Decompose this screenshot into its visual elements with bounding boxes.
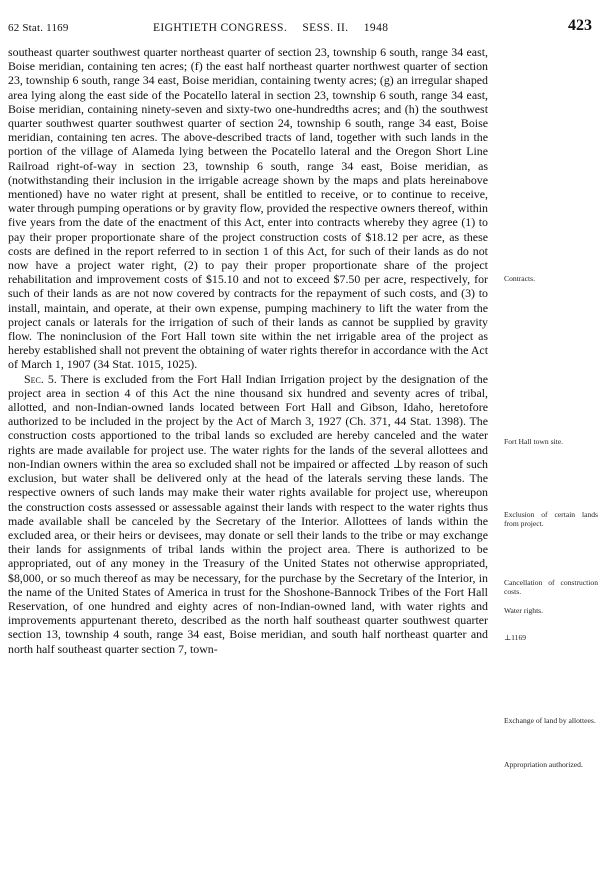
page-number: 423 (568, 17, 592, 34)
session-label: SESS. II. (302, 22, 349, 34)
margin-note-water-rights: Water rights. (504, 606, 544, 615)
congress-label: EIGHTIETH CONGRESS. (153, 22, 288, 34)
section-5-text: There is excluded from the Fort Hall Indian Irrigation project by the designation of the project area in section 4 of this Act the nine thousand six hundred and seventy acres of tribal, allotted, and non-Indian-owned lands located between Fort Hall and Gibson, Idaho, heretofore authorized to be included in the project by the Act of March 3, 1927 (Ch. 371, 44 Stat. 1398). The construction costs apportioned to the tribal lands so excluded are hereby canceled and the water rights are made available for project use. The water rights for the lands of the several allottees and non-Indian owners within the area so excluded shall not be impaired or affected ⊥by reason of such exclusion, but water shall be delivered only at the head of the laterals serving these lands. The respective owners of such lands may make their water rights available for project use, whereupon the construction costs assessed or assessable against their lands with respect to the water rights thus made available shall be canceled by the Secretary of the Interior. Allottees of lands within the excluded area, or their heirs or devisees, may donate or sell their lands to the tribe or may exchange their lands for assignments of tribal lands within the project area. There is authorized to be appropriated, out of any money in the Treasury of the United States not otherwise appropriated, $8,000, or so much thereof as may be necessary, for the purchase by the Secretary of the Interior, in the name of the United States of America in trust for the Shoshone-Bannock Tribes of the Fort Hall Reservation, of one hundred and eighty acres of non-Indian-owned land, with water rights and improvements appurtenant thereto, described as the north half southeast quarter southwest quarter section 13, township 4 south, range 34 east, Boise meridian, and south half northeast quarter and north half southeast quarter section 7, town- (8, 371, 488, 656)
margin-note-exchange: Exchange of land by allottees. (504, 716, 596, 725)
stat-reference: 62 Stat. 1169 (8, 22, 69, 34)
margin-note-cancellation: Cancellation of construction costs. (504, 578, 598, 596)
body-paragraph: southeast quarter southwest quarter northeast quarter of section 23, township 6 south, range 34 east, Boise meridian, containing ten acres; (f) the east half northeast quarter northwest quarter of section 23, township 6 south, range 34 east, Boise meridian, containing twenty acres; (g) an irregular shaped area lying along the east side of the Pocatello lateral in section 23, township 6 south, range 34 east, Boise meridian, containing ninety-seven and sixty-two one-hundredths acres; and (h) the southwest quarter southwest quarter southwest quarter of section 24, township 6 south, range 34 east, Boise meridian, containing ten acres. The above-described tracts of land, together with such lands in the portion of the village of Alameda lying between the Pocatello lateral and the Oregon Short Line Railroad right-of-way in section 23, township 6 south, range 34 east, Boise meridian, as (notwithstanding their inclusion in the irrigable acreage shown by the maps and plats hereinabove mentioned) have no water right at present, shall be entitled to receive, or to continue to receive, water through pumping operations or by gravity flow, provided the respective owners thereof, within five years from the date of the enactment of this Act, enter into contracts whereby they agree (1) to pay their proper proportionate share of the project construction costs of $18.12 per acre, as these costs are defined in the report referred to in section 1 of this Act, for such of their lands as do not now have a project water right, (2) to pay their proper proportionate share of the project rehabilitation and improvement costs of $15.10 and not to exceed $7.50 per acre, respectively, for such of their lands as are not now covered by contracts for the repayment of such costs, and (3) to install, maintain, and operate, at their own expense, pumping machinery to lift the water from the project canals or laterals for the irrigation of such of their lands as cannot be supplied by gravity flow. The noninclusion of the Fort Hall town site within the net irrigable area of the project as hereby established shall not prevent the obtaining of water rights therefor in accordance with the Act of March 1, 1907 (34 Stat. 1015, 1025). (8, 45, 488, 372)
margin-note-appropriation: Appropriation authorized. (504, 760, 583, 769)
section-label: Sec. 5. (24, 371, 57, 386)
margin-note-exclusion: Exclusion of certain lands from project. (504, 510, 598, 528)
margin-note-contracts: Contracts. (504, 274, 536, 283)
margin-note-fort-hall-town-site: Fort Hall town site. (504, 437, 564, 446)
year-label: 1948 (363, 22, 389, 34)
margin-note-page-ref: ⊥1169 (504, 633, 527, 642)
